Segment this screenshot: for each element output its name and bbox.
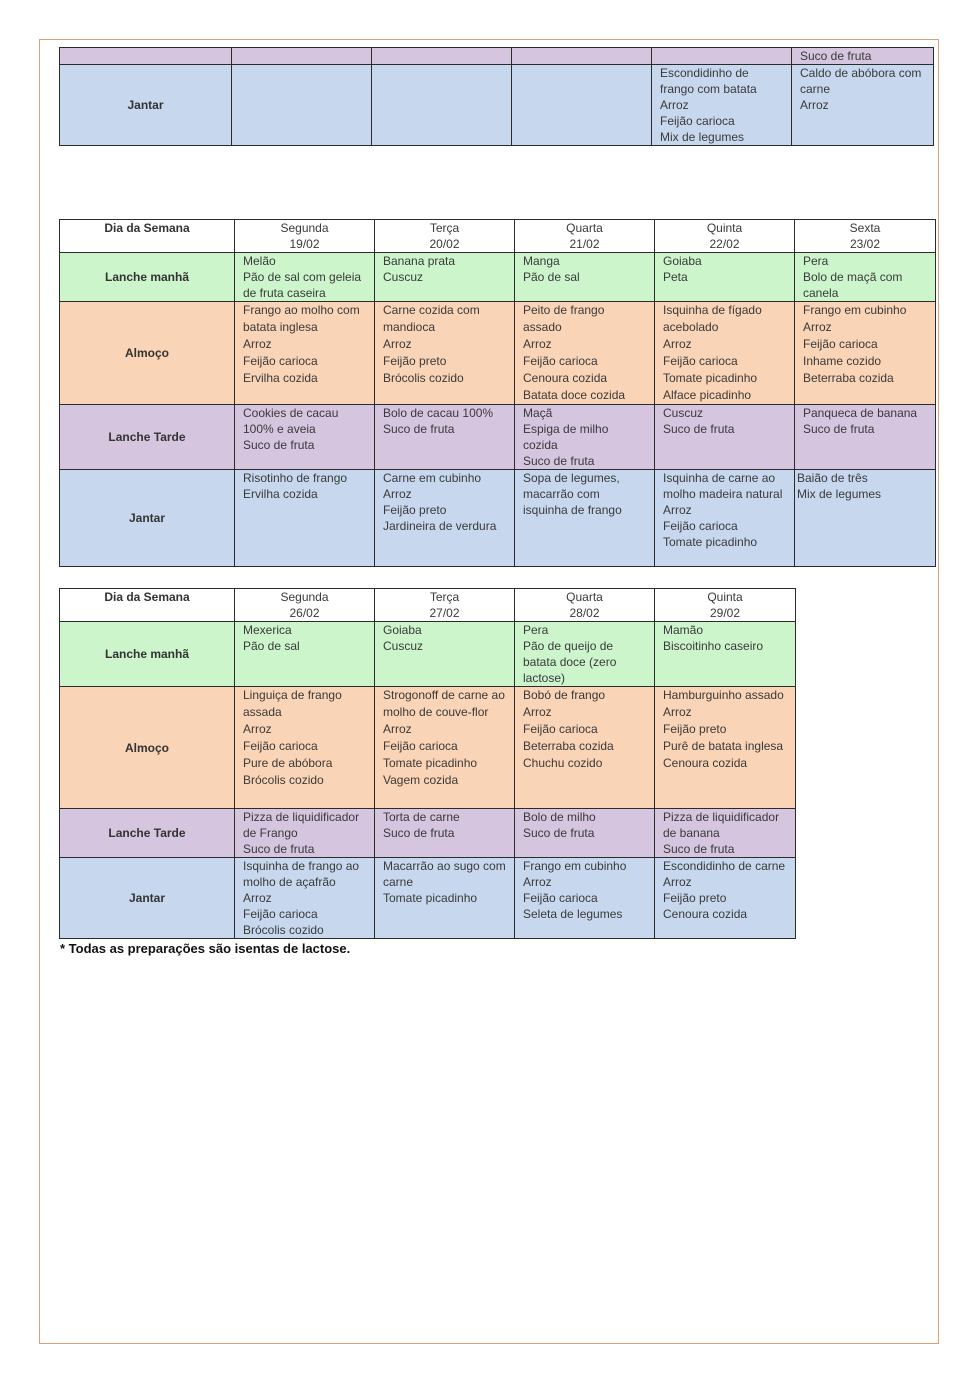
menu-item: Suco de fruta (523, 454, 595, 468)
menu-item: Arroz (663, 705, 692, 719)
strip-cell (60, 48, 232, 65)
menu-cell (515, 809, 655, 858)
menu-cell (652, 65, 792, 146)
menu-cell (655, 302, 795, 405)
header-row (60, 220, 936, 253)
menu-item: Arroz (523, 705, 552, 719)
menu-cell (655, 470, 795, 567)
menu-item: Pão de sal (243, 639, 300, 653)
menu-table-week-26-02 (59, 588, 796, 939)
menu-item: Frango ao molho com batata inglesa (243, 303, 360, 334)
menu-item: Cuscuz (383, 639, 424, 653)
menu-item: Pera (523, 623, 549, 637)
menu-item: Frango em cubinho (523, 859, 627, 873)
menu-cell (235, 405, 375, 470)
menu-item: Arroz (800, 98, 829, 112)
menu-item: Panqueca de banana (803, 406, 918, 420)
day-header (375, 589, 515, 622)
header-row (60, 589, 796, 622)
menu-item: Pão de queijo de batata doce (zero lactose) (523, 639, 617, 685)
menu-item: Feijão carioca (523, 354, 598, 368)
menu-cell (375, 687, 515, 809)
menu-cell (515, 622, 655, 687)
row-label-almoco: Almoço (60, 687, 235, 809)
menu-item: Bolo de milho (523, 810, 596, 824)
menu-item: Pizza de liquidificador de Frango (243, 810, 360, 840)
menu-item: Pera (803, 254, 829, 268)
menu-item: Chuchu cozido (523, 756, 603, 770)
menu-item: Mix de legumes (797, 487, 882, 501)
menu-item: Biscoitinho caseiro (663, 639, 764, 653)
menu-item: Arroz (243, 722, 272, 736)
menu-item: Mexerica (243, 623, 292, 637)
day-header (235, 589, 375, 622)
menu-item: Peito de frango assado (523, 303, 605, 334)
menu-item: Feijão carioca (383, 739, 458, 753)
menu-item: Tomate picadinho (383, 891, 478, 905)
day-name: Quinta (707, 590, 743, 604)
menu-cell (235, 809, 375, 858)
menu-cell (655, 405, 795, 470)
menu-cell (655, 687, 796, 809)
menu-item: Cenoura cozida (663, 756, 748, 770)
menu-cell (795, 253, 936, 302)
menu-item: Suco de fruta (243, 842, 315, 856)
day-header (375, 220, 515, 253)
day-name: Sexta (849, 221, 881, 235)
day-header (235, 220, 375, 253)
day-header (795, 220, 936, 253)
menu-item: Linguiça de frango assada (243, 688, 342, 719)
menu-item: Suco de fruta (663, 842, 735, 856)
lanche-tarde-row (60, 405, 936, 470)
row-label-lanche-tarde: Lanche Tarde (60, 405, 235, 470)
menu-cell (235, 253, 375, 302)
menu-item: Arroz (803, 320, 832, 334)
menu-item: Bobó de frango (523, 688, 606, 702)
header-label: Dia da Semana (60, 220, 235, 253)
menu-item: Purê de batata inglesa (663, 739, 784, 753)
row-label-jantar: Jantar (60, 858, 235, 939)
menu-item: Suco de fruta (663, 422, 735, 436)
menu-cell (375, 858, 515, 939)
day-name: Terça (429, 590, 460, 604)
day-header (655, 589, 796, 622)
menu-item: Pão de sal com geleia de fruta caseira (243, 270, 362, 300)
menu-item: Bolo de maçã com canela (803, 270, 903, 300)
menu-item: Tomate picadinho (383, 756, 478, 770)
menu-item: Feijão preto (383, 503, 447, 517)
menu-item: Carne cozida com mandioca (383, 303, 480, 334)
menu-item: Hamburguinho assado (663, 688, 784, 702)
day-date: 21/02 (569, 237, 600, 251)
menu-item: Cuscuz (663, 406, 704, 420)
menu-cell (512, 65, 652, 146)
menu-item: Sopa de legumes, macarrão com isquinha de frango (523, 471, 622, 517)
menu-item: Arroz (660, 98, 689, 112)
menu-cell (232, 65, 372, 146)
row-label-lanche-manha: Lanche manhã (60, 622, 235, 687)
menu-cell (515, 302, 655, 405)
menu-item: Pure de abóbora (243, 756, 333, 770)
menu-cell (795, 470, 936, 567)
menu-item: Inhame cozido (803, 354, 882, 368)
menu-item: Cenoura cozida (523, 371, 608, 385)
menu-item: Cookies de cacau 100% e aveia (243, 406, 339, 436)
menu-cell (795, 405, 936, 470)
row-label-jantar: Jantar (60, 65, 232, 146)
menu-item: Feijão carioca (663, 354, 738, 368)
menu-item: Pão de sal (523, 270, 580, 284)
menu-cell (515, 470, 655, 567)
day-name: Segunda (280, 590, 329, 604)
menu-cell (792, 65, 934, 146)
menu-cell (655, 809, 796, 858)
menu-item: Manga (523, 254, 560, 268)
day-name: Segunda (280, 221, 329, 235)
menu-item: Feijão carioca (660, 114, 735, 128)
almoco-row (60, 687, 796, 809)
row-label-lanche-manha: Lanche manhã (60, 253, 235, 302)
menu-item: Arroz (523, 337, 552, 351)
menu-cell (375, 809, 515, 858)
menu-item: Feijão carioca (803, 337, 878, 351)
day-date: 22/02 (709, 237, 740, 251)
menu-item: Suco de fruta (803, 422, 875, 436)
lanche-tarde-row (60, 809, 796, 858)
lanche-manha-row (60, 622, 796, 687)
menu-item: Feijão carioca (243, 739, 318, 753)
menu-item: Goiaba (383, 623, 422, 637)
menu-item: Suco de fruta (243, 438, 315, 452)
day-name: Terça (429, 221, 460, 235)
menu-item: Arroz (383, 487, 412, 501)
menu-item: Feijão carioca (663, 519, 738, 533)
menu-item: Feijão preto (663, 891, 727, 905)
menu-cell (235, 622, 375, 687)
menu-item: Cuscuz (383, 270, 424, 284)
menu-item: Macarrão ao sugo com carne (383, 859, 506, 889)
menu-item: Mamão (663, 623, 704, 637)
menu-table-week-19-02 (59, 219, 936, 567)
menu-item: Brócolis cozido (383, 371, 464, 385)
menu-item: Goiaba (663, 254, 702, 268)
menu-item: Strogonoff de carne ao molho de couve-flor (383, 688, 505, 719)
menu-item: Feijão preto (383, 354, 447, 368)
menu-item: Feijão carioca (523, 891, 598, 905)
strip-cell (232, 48, 372, 65)
row-label-jantar: Jantar (60, 470, 235, 567)
menu-item: Isquinha de fígado acebolado (663, 303, 762, 334)
menu-item: Arroz (663, 875, 692, 889)
menu-item: Cenoura cozida (663, 907, 748, 921)
day-name: Quarta (566, 590, 603, 604)
strip-cell: Suco de fruta (792, 48, 934, 65)
jantar-row (60, 858, 796, 939)
menu-item: Suco de fruta (523, 826, 595, 840)
menu-item: Baião de três (797, 471, 868, 485)
menu-cell (235, 858, 375, 939)
menu-item: Melão (243, 254, 276, 268)
day-date: 28/02 (569, 606, 600, 620)
day-date: 23/02 (849, 237, 881, 251)
menu-item: Arroz (243, 337, 272, 351)
menu-item: Arroz (383, 722, 412, 736)
menu-item: Feijão preto (663, 722, 727, 736)
menu-item: Arroz (243, 891, 272, 905)
day-header (515, 589, 655, 622)
menu-item: Alface picadinho (663, 388, 752, 402)
day-date: 26/02 (289, 606, 320, 620)
menu-cell (795, 302, 936, 405)
jantar-row (60, 470, 936, 567)
menu-cell (235, 302, 375, 405)
menu-item: Peta (663, 270, 688, 284)
row-label-almoco: Almoço (60, 302, 235, 405)
menu-item: Tomate picadinho (663, 371, 758, 385)
previous-week-table-fragment (59, 47, 934, 146)
menu-item: Arroz (663, 337, 692, 351)
menu-item: Torta de carne (383, 810, 460, 824)
menu-item: Feijão carioca (523, 722, 598, 736)
day-date: 19/02 (289, 237, 320, 251)
menu-cell (655, 622, 796, 687)
menu-cell (375, 470, 515, 567)
lanche-tarde-strip (60, 48, 934, 65)
strip-cell (372, 48, 512, 65)
menu-item: Jardineira de verdura (383, 519, 497, 533)
menu-cell (375, 622, 515, 687)
menu-item: Batata doce cozida (523, 388, 626, 402)
menu-item: Banana prata (383, 254, 456, 268)
menu-item: Ervilha cozida (243, 487, 318, 501)
menu-item: Suco de fruta (383, 422, 455, 436)
menu-item: Feijão carioca (243, 907, 318, 921)
lanche-manha-row (60, 253, 936, 302)
jantar-row (60, 65, 934, 146)
header-label: Dia da Semana (60, 589, 235, 622)
menu-item: Frango em cubinho (803, 303, 907, 317)
menu-item: Carne em cubinho (383, 471, 482, 485)
day-date: 20/02 (429, 237, 460, 251)
day-header (655, 220, 795, 253)
menu-cell (235, 470, 375, 567)
menu-item: Suco de fruta (383, 826, 455, 840)
strip-cell (652, 48, 792, 65)
menu-item: Escondidinho de carne (663, 859, 786, 873)
almoco-row (60, 302, 936, 405)
menu-item: Caldo de abóbora com carne (800, 66, 922, 96)
menu-cell (515, 687, 655, 809)
day-name: Quinta (706, 221, 743, 235)
menu-item: Tomate picadinho (663, 535, 758, 549)
menu-item: Isquinha de carne ao molho madeira natural (663, 471, 783, 501)
menu-item: Brócolis cozido (243, 923, 324, 937)
menu-item: Brócolis cozido (243, 773, 324, 787)
day-header (515, 220, 655, 253)
menu-cell (372, 65, 512, 146)
menu-item: Arroz (663, 503, 692, 517)
menu-cell (235, 687, 375, 809)
day-date: 29/02 (709, 606, 741, 620)
menu-item: Escondidinho de frango com batata (660, 66, 757, 96)
menu-cell (515, 858, 655, 939)
menu-cell (515, 253, 655, 302)
menu-item: Feijão carioca (243, 354, 318, 368)
menu-item: Risotinho de frango (243, 471, 348, 485)
menu-cell (375, 405, 515, 470)
menu-cell (375, 253, 515, 302)
menu-item: Beterraba cozida (523, 739, 614, 753)
menu-cell (515, 405, 655, 470)
row-label-lanche-tarde: Lanche Tarde (60, 809, 235, 858)
menu-item: Ervilha cozida (243, 371, 318, 385)
menu-cell (655, 253, 795, 302)
menu-cell (655, 858, 796, 939)
menu-item: Seleta de legumes (523, 907, 623, 921)
menu-item: Arroz (523, 875, 552, 889)
strip-cell (512, 48, 652, 65)
menu-item: Mix de legumes (660, 130, 745, 144)
menu-item: Pizza de liquidificador de banana (663, 810, 780, 840)
menu-item: Isquinha de frango ao molho de açafrão (243, 859, 360, 889)
menu-item: Vagem cozida (383, 773, 459, 787)
menu-item: Arroz (383, 337, 412, 351)
lactose-footnote: * Todas as preparações são isentas de lactose. (60, 941, 351, 956)
menu-item: Espiga de milho cozida (523, 422, 609, 452)
menu-item: Maçã (523, 406, 553, 420)
menu-cell (375, 302, 515, 405)
day-name: Quarta (566, 221, 603, 235)
menu-item: Bolo de cacau 100% (383, 406, 494, 420)
menu-item: Beterraba cozida (803, 371, 894, 385)
day-date: 27/02 (429, 606, 460, 620)
